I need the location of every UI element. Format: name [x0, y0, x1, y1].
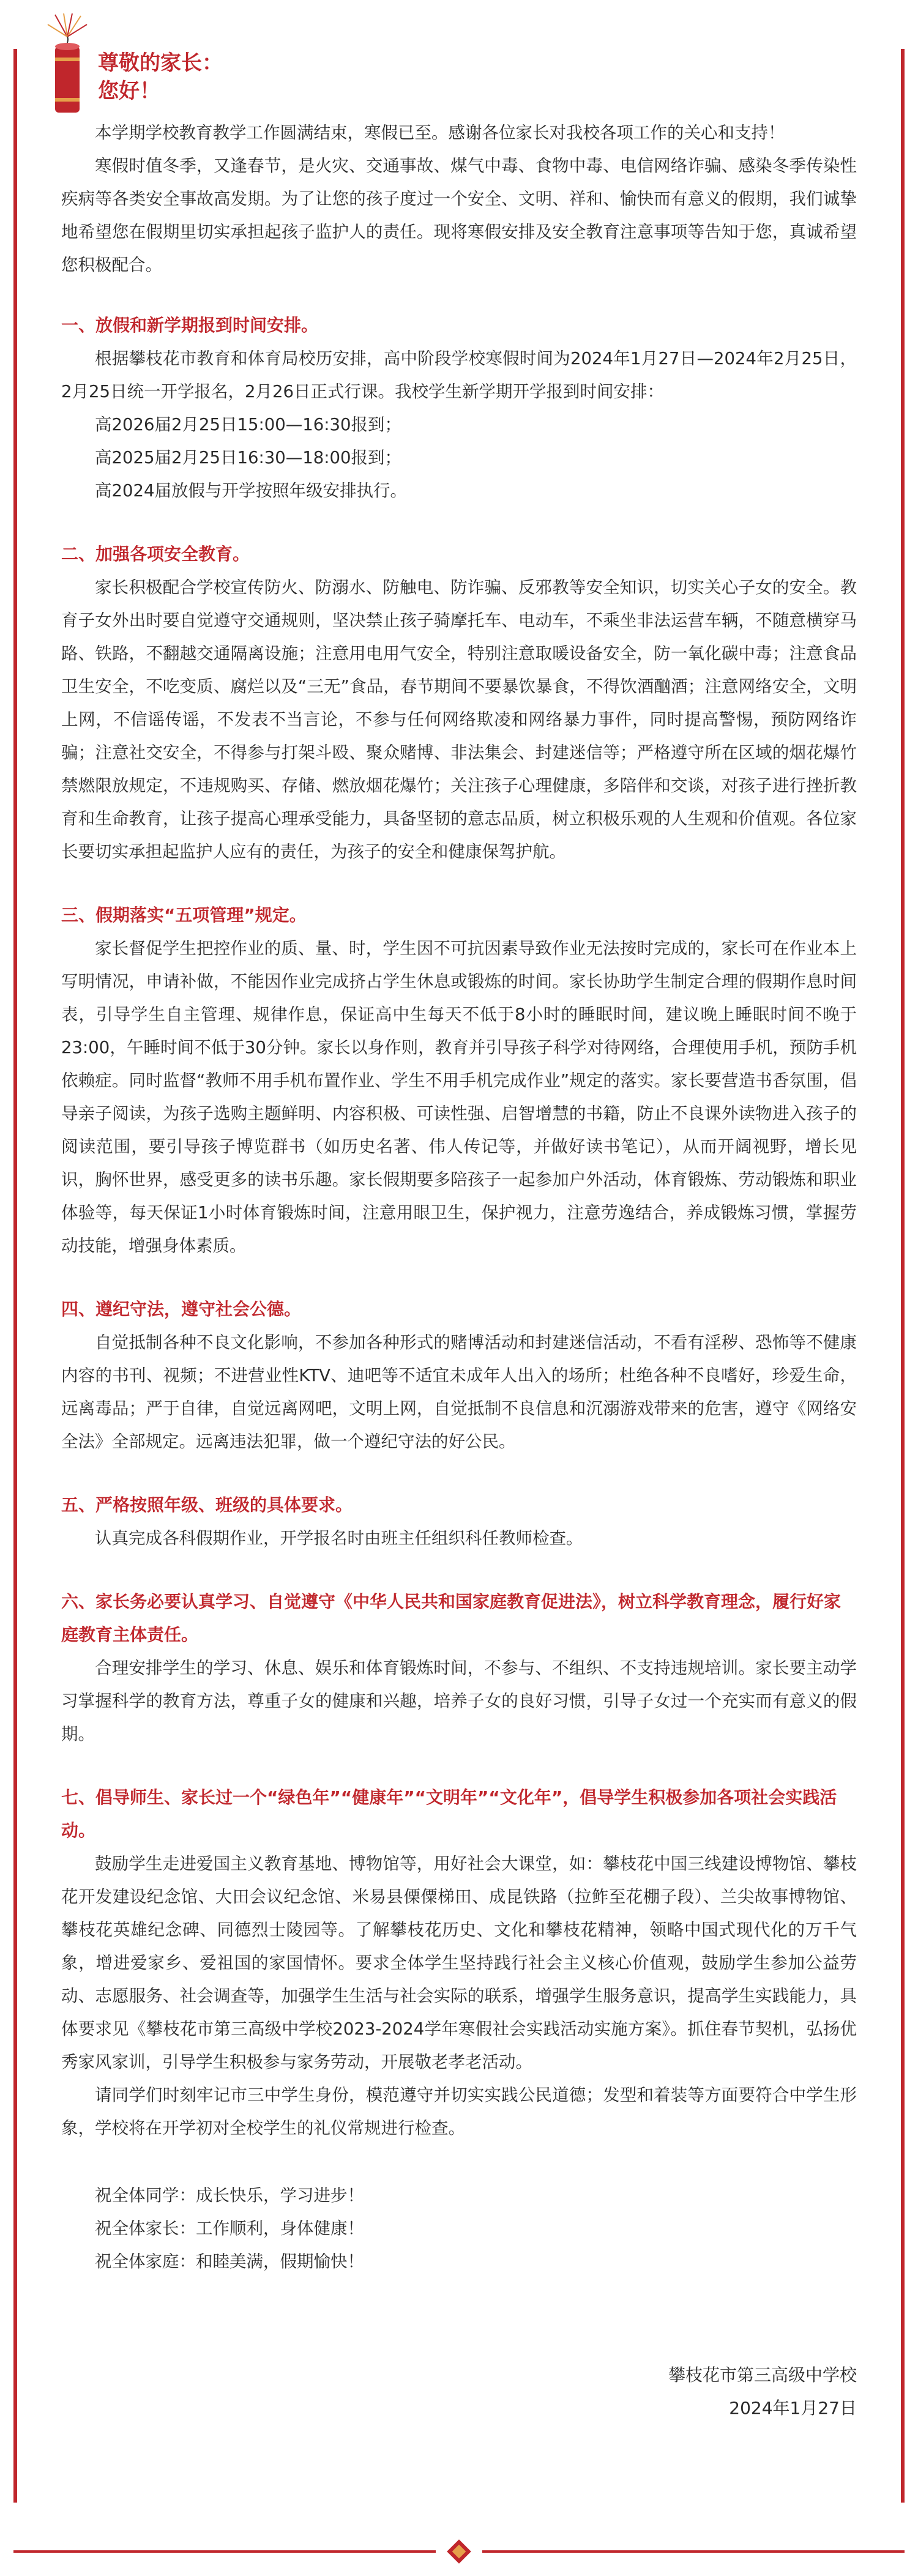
schedule-line: 高2026届2月25日15:00—16:30报到；	[95, 415, 401, 434]
section-paragraph: 家长督促学生把控作业的质、量、时，学生因不可抗因素导致作业无法按时完成的，家长可在作业本上写明情况，申请补做，不能因作业完成挤占学生休息或锻炼的时间。家长协助学生制定合理的假期作息时间表，引导学生自主管理、规律作息，保证高中生每天不低于8小时的睡眠时间，建议晚上睡眠时间不晚于23:00，午睡时间不低于30分钟。家长以身作则，教育并引导孩子科学对待网络，合理使用手机，预防手机依赖症。同时监督“教师不用手机布置作业、学生不用手机完成作业”规定的落实。家长要营造书香氛围，倡导亲子阅读，为孩子选购主题鲜明、内容积极、可读性强、启智增慧的书籍，防止不良课外读物进入孩子的阅读范围，要引导孩子博览群书（如历史名著、伟人传记等，并做好读书笔记），从而开阔视野，增长见识，胸怀世界，感受更多的读书乐趣。家长假期要多陪孩子一起参加户外活动，体育锻炼、劳动锻炼和职业体验等，每天保证1小时体育锻炼时间，注意用眼卫生，保护视力，注意劳逸结合，养成锻炼习惯，掌握劳动技能，增强身体素质。	[61, 939, 857, 1256]
right-border	[901, 49, 905, 2503]
section-paragraph: 鼓励学生走进爱国主义教育基地、博物馆等，用好社会大课堂，如：攀枝花中国三线建设博物馆、攀枝花开发建设纪念馆、大田会议纪念馆、米易县傈僳梯田、成昆铁路（拉鲊至花棚子段）、兰尖故事博物馆、攀枝花英雄纪念碑、同德烈士陵园等。了解攀枝花历史、文化和攀枝花精神，领略中国式现代化的万千气象，增进爱家乡、爱祖国的家国情怀。要求全体学生坚持践行社会主义核心价值观，鼓励学生参加公益劳动、志愿服务、社会调查等，加强学生生活与社会实际的联系，增强学生服务意识，提高学生实践能力，具体要求见《攀枝花市第三高级中学校2023-2024学年寒假社会实践活动实施方案》。抓住春节契机，弘扬优秀家风家训，引导学生积极参与家务劳动，开展敬老孝老活动。	[61, 1854, 857, 2072]
intro-paragraph-1: 本学期学校教育教学工作圆满结束，寒假已至。感谢各位家长对我校各项工作的关心和支持！	[95, 123, 785, 143]
section-paragraph: 认真完成各科假期作业，开学报名时由班主任组织科任教师检查。	[95, 1528, 583, 1548]
greeting-line-2: 您好！	[98, 79, 160, 103]
schedule-line: 高2025届2月25日16:30—18:00报到；	[95, 448, 401, 467]
section-5	[61, 1489, 857, 1555]
blessings	[61, 2179, 857, 2278]
section-4	[61, 1293, 857, 1458]
section-paragraph: 根据攀枝花市教育和体育局校历安排，高中阶段学校寒假时间为2024年1月27日—2024年2月25日，2月25日统一开学报名，2月26日正式行课。我校学生新学期开学报到时间安排：	[61, 349, 857, 401]
intro-paragraph-2: 寒假时值冬季，又逢春节，是火灾、交通事故、煤气中毒、食物中毒、电信网络诈骗、感染冬季传染性疾病等各类安全事故高发期。为了让您的孩子度过一个安全、文明、祥和、愉快而有意义的假期，我们诚挚地希望您在假期里切实承担起孩子监护人的责任。现将寒假安排及安全教育注意事项等告知于您，真诚希望您积极配合。	[61, 156, 857, 275]
section-heading: 二、加强各项安全教育。	[61, 544, 250, 564]
section-heading: 四、遵纪守法，遵守社会公德。	[61, 1299, 302, 1319]
signature	[668, 2359, 857, 2425]
section-heading: 三、假期落实“五项管理”规定。	[61, 905, 307, 925]
section-heading: 一、放假和新学期报到时间安排。	[61, 315, 319, 335]
section-3	[61, 899, 857, 1262]
section-heading: 七、倡导师生、家长过一个“绿色年”“健康年”“文明年”“文化年”，倡导学生积极参加各项社会实践活动。	[61, 1787, 837, 1841]
footer-decoration	[0, 2539, 918, 2564]
left-border	[13, 49, 17, 2503]
section-heading: 五、严格按照年级、班级的具体要求。	[61, 1495, 353, 1515]
section-heading: 六、家长务必要认真学习、自觉遵守《中华人民共和国家庭教育促进法》，树立科学教育理念，履行好家庭教育主体责任。	[61, 1591, 842, 1645]
section-1	[61, 309, 857, 507]
signature-date: 2024年1月27日	[729, 2398, 857, 2418]
greeting-line-1: 尊敬的家长：	[98, 51, 223, 75]
section-paragraph: 请同学们时刻牢记市三中学生身份，模范遵守并切实实践公民道德；发型和着装等方面要符合中学生形象，学校将在开学初对全校学生的礼仪常规进行检查。	[61, 2085, 857, 2138]
firecracker-icon	[43, 12, 92, 116]
blessing-line: 祝全体家庭：和睦美满，假期愉快！	[95, 2252, 364, 2271]
blessing-line: 祝全体同学：成长快乐，学习进步！	[95, 2186, 364, 2205]
section-paragraph: 合理安排学生的学习、休息、娱乐和体育锻炼时间，不参与、不组织、不支持违规培训。家长要主动学习掌握科学的教育方法，尊重子女的健康和兴趣，培养子女的良好习惯，引导子女过一个充实而有意义的假期。	[61, 1658, 857, 1744]
section-7	[61, 1781, 857, 2145]
fu-ornament-icon	[444, 2539, 474, 2564]
section-paragraph: 家长积极配合学校宣传防火、防溺水、防触电、防诈骗、反邪教等安全知识，切实关心子女的安全。教育子女外出时要自觉遵守交通规则，坚决禁止孩子骑摩托车、电动车，不乘坐非法运营车辆，不随意横穿马路、铁路，不翻越交通隔离设施；注意用电用气安全，特别注意取暖设备安全，防一氧化碳中毒；注意食品卫生安全，不吃变质、腐烂以及“三无”食品，春节期间不要暴饮暴食，不得饮酒酗酒；注意网络安全，文明上网，不信谣传谣，不发表不当言论，不参与任何网络欺凌和网络暴力事件，同时提高警惕，预防网络诈骗；注意社交安全，不得参与打架斗殴、聚众赌博、非法集会、封建迷信等；严格遵守所在区域的烟花爆竹禁燃限放规定，不违规购买、存储、燃放烟花爆竹；关注孩子心理健康，多陪伴和交谈，对孩子进行挫折教育和生命教育，让孩子提高心理承受能力，具备坚韧的意志品质，树立积极乐观的人生观和价值观。各位家长要切实承担起监护人应有的责任，为孩子的安全和健康保驾护航。	[61, 578, 857, 862]
schedule-line: 高2024届放假与开学按照年级安排执行。	[95, 481, 407, 501]
blessing-line: 祝全体家长：工作顺利，身体健康！	[95, 2219, 364, 2238]
letter-body	[61, 116, 857, 2278]
greeting	[98, 49, 223, 105]
section-6	[61, 1585, 857, 1751]
footer-line-right	[482, 2550, 905, 2553]
school-name: 攀枝花市第三高级中学校	[668, 2365, 857, 2385]
section-2	[61, 538, 857, 868]
section-paragraph: 自觉抵制各种不良文化影响，不参加各种形式的赌博活动和封建迷信活动，不看有淫秽、恐怖等不健康内容的书刊、视频；不进营业性KTV、迪吧等不适宜未成年人出入的场所；杜绝各种不良嗜好，珍爱生命，远离毒品；严于自律，自觉远离网吧，文明上网，自觉抵制不良信息和沉溺游戏带来的危害，遵守《网络安全法》全部规定。远离违法犯罪，做一个遵纪守法的好公民。	[61, 1333, 857, 1451]
footer-line-left	[13, 2550, 436, 2553]
